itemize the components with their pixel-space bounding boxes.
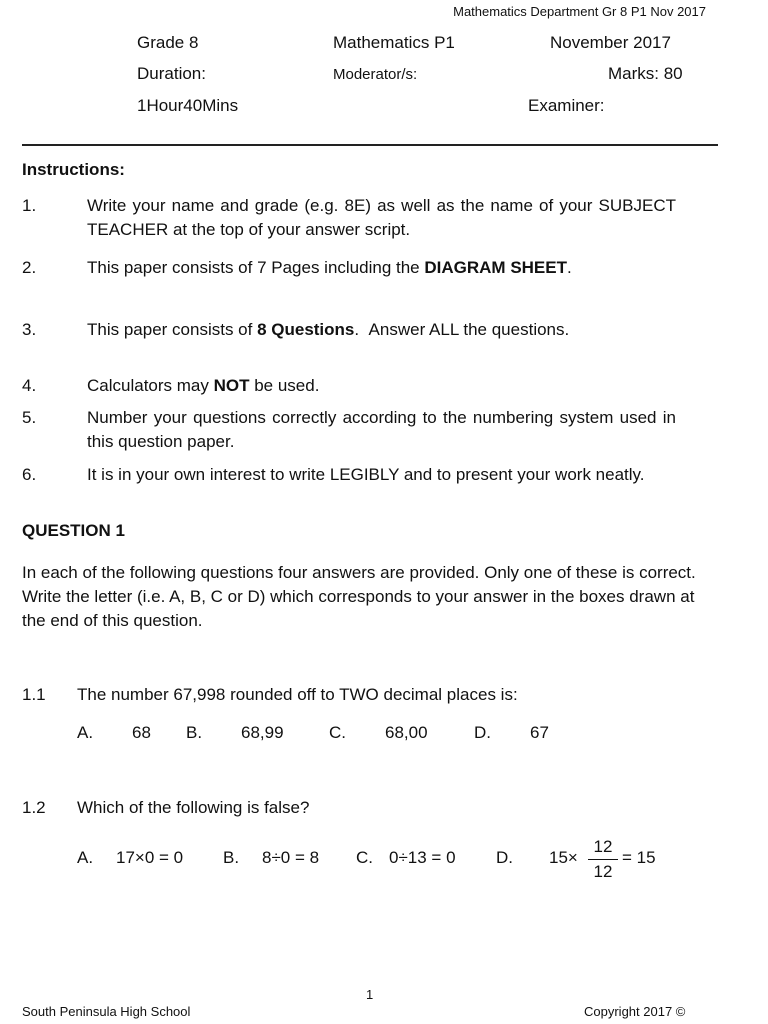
option-value: 67 xyxy=(530,723,549,742)
option-letter: D. xyxy=(474,723,491,742)
instruction-text: It is in your own interest to write LEGIBLY and to present your work neatly. xyxy=(87,465,645,484)
school-name: South Peninsula High School xyxy=(22,1004,191,1019)
duration-label: Duration: xyxy=(137,64,206,83)
fraction-bar xyxy=(588,859,618,860)
question-1-heading: QUESTION 1 xyxy=(22,521,125,540)
instruction-number: 6. xyxy=(22,465,37,484)
option-letter: B. xyxy=(223,848,240,867)
option-letter: D. xyxy=(496,848,513,867)
grade-label: Grade 8 xyxy=(137,33,199,52)
header-divider xyxy=(22,144,718,146)
instruction-item xyxy=(22,463,676,487)
question-1-1-number: 1.1 xyxy=(22,685,46,704)
fraction xyxy=(588,837,618,882)
fraction-denominator: 12 xyxy=(593,862,613,881)
running-header: Mathematics Department Gr 8 P1 Nov 2017 xyxy=(453,4,706,19)
instruction-number: 2. xyxy=(22,258,37,277)
question-1-2-text: Which of the following is false? xyxy=(77,798,310,817)
option-letter: C. xyxy=(329,723,346,742)
instruction-text: Write your name and grade (e.g. 8E) as well as the name of your SUBJECT TEACHER at the top of your answer script. xyxy=(87,196,676,239)
instruction-item xyxy=(22,318,676,342)
question-1-1-text: The number 67,998 rounded off to TWO decimal places is: xyxy=(77,685,518,704)
option-letter: A. xyxy=(77,723,94,742)
moderator-label: Moderator/s: xyxy=(333,66,418,83)
option-value: 0÷13 = 0 xyxy=(389,848,456,867)
instructions-heading: Instructions: xyxy=(22,160,125,179)
option-value: 68 xyxy=(132,723,151,742)
question-1-2-number: 1.2 xyxy=(22,798,46,817)
instruction-text: Number your questions correctly according to the numbering system used in this question paper. xyxy=(87,408,676,451)
option-value-suffix: = 15 xyxy=(622,848,656,867)
instruction-number: 1. xyxy=(22,196,37,215)
duration-value: 1Hour40Mins xyxy=(137,96,239,115)
option-value: 8÷0 = 8 xyxy=(262,848,320,867)
marks-label: Marks: 80 xyxy=(608,64,683,83)
fraction-numerator: 12 xyxy=(593,837,613,856)
page-number: 1 xyxy=(366,987,374,1002)
option-value-prefix: 15× xyxy=(549,848,578,867)
instruction-number: 5. xyxy=(22,408,37,427)
question-1-intro: In each of the following questions four answers are provided. Only one of these is correct. Write the letter (i.e. A, B, C or D) which corresponds to your answer in the boxes drawn at the end of this question. xyxy=(22,563,696,630)
copyright-notice: Copyright 2017 © xyxy=(584,1004,686,1019)
option-letter: B. xyxy=(186,723,203,742)
instruction-item xyxy=(22,406,676,454)
instruction-item xyxy=(22,374,676,398)
option-value: 68,00 xyxy=(385,723,428,742)
instruction-text: This paper consists of 8 Questions. Answer ALL the questions. xyxy=(87,320,570,339)
instruction-number: 3. xyxy=(22,320,37,339)
instruction-item xyxy=(22,256,676,280)
option-letter: A. xyxy=(77,848,94,867)
option-value: 17×0 = 0 xyxy=(116,848,184,867)
subject-label: Mathematics P1 xyxy=(333,33,455,52)
examiner-label: Examiner: xyxy=(528,96,605,115)
instruction-number: 4. xyxy=(22,376,37,395)
instruction-text: Calculators may NOT be used. xyxy=(87,376,320,395)
option-letter: C. xyxy=(356,848,373,867)
option-value: 68,99 xyxy=(241,723,284,742)
instruction-text: This paper consists of 7 Pages including the DIAGRAM SHEET. xyxy=(87,258,572,277)
instruction-item xyxy=(22,194,676,242)
date-label: November 2017 xyxy=(550,33,671,52)
